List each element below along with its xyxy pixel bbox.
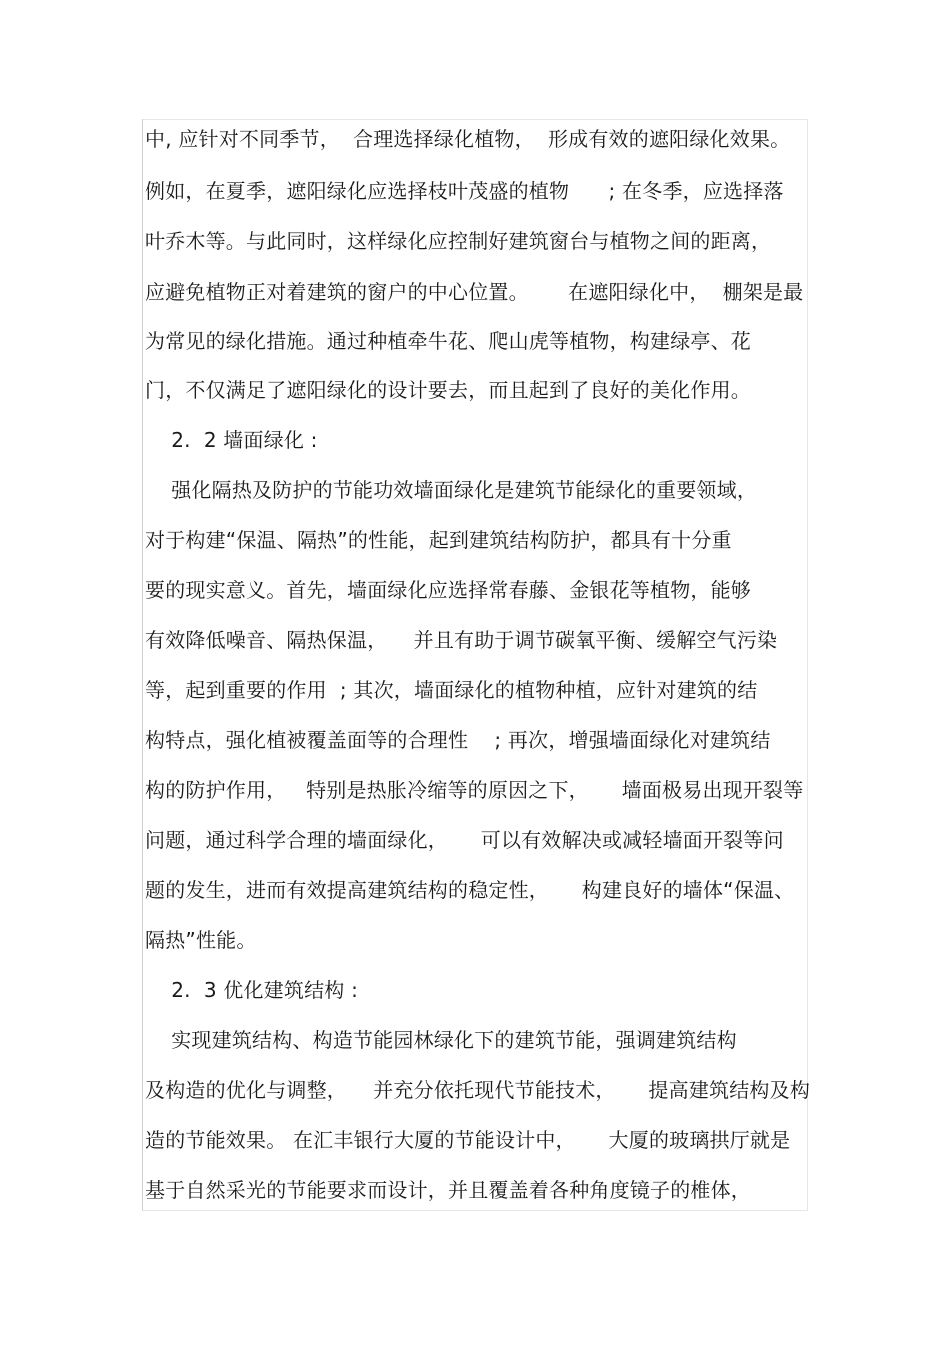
text-line: 题的发生，进而有效提高建筑结构的稳定性， 构建良好的墙体“保温、 (145, 878, 795, 902)
text-line: 等，起到重要的作用 ; 其次，墙面绿化的植物种植，应针对建筑的结 (145, 678, 758, 702)
text-line: 为常见的绿化措施。通过种植牵牛花、爬山虎等植物，构建绿亭、花 (145, 329, 751, 353)
text-line: 隔热”性能。 (145, 928, 257, 952)
text-line: 中, 应针对不同季节， 合理选择绿化植物， 形成有效的遮阳绿化效果。 (145, 127, 791, 151)
text-line: 构的防护作用， 特别是热胀冷缩等的原因之下， 墙面极易出现开裂等 (145, 778, 804, 802)
text-line: 造的节能效果。 在汇丰银行大厦的节能设计中， 大厦的玻璃拱厅就是 (145, 1128, 791, 1152)
text-line: 对于构建“保温、隔热”的性能，起到建筑结构防护，都具有十分重 (145, 528, 732, 552)
text-line: 及构造的优化与调整， 并充分依托现代节能技术， 提高建筑结构及构 (145, 1078, 811, 1102)
text-line: 门，不仅满足了遮阳绿化的设计要去，而且起到了良好的美化作用。 (145, 378, 751, 402)
text-line: 构特点，强化植被覆盖面等的合理性 ; 再次，增强墙面绿化对建筑结 (145, 728, 771, 752)
text-line: 有效降低噪音、隔热保温， 并且有助于调节碳氧平衡、缓解空气污染 (145, 628, 778, 652)
section-heading: 2. 3 优化建筑结构 : (145, 978, 359, 1002)
text-line: 强化隔热及防护的节能功效墙面绿化是建筑节能绿化的重要领域， (145, 478, 758, 502)
section-heading: 2. 2 墙面绿化 : (145, 428, 318, 452)
text-line: 应避免植物正对着建筑的窗户的中心位置。 在遮阳绿化中， 棚架是最 (145, 280, 804, 304)
text-line: 叶乔木等。与此同时，这样绿化应控制好建筑窗台与植物之间的距离， (145, 229, 772, 253)
text-line: 例如，在夏季，遮阳绿化应选择枝叶茂盛的植物 ; 在冬季，应选择落 (145, 179, 784, 203)
text-line: 实现建筑结构、构造节能园林绿化下的建筑节能，强调建筑结构 (145, 1028, 737, 1052)
text-line: 基于自然采光的节能要求而设计，并且覆盖着各种角度镜子的椎体， (145, 1178, 751, 1202)
text-line: 问题，通过科学合理的墙面绿化， 可以有效解决或减轻墙面开裂等问 (145, 828, 784, 852)
text-line: 要的现实意义。首先，墙面绿化应选择常春藤、金银花等植物，能够 (145, 578, 751, 602)
